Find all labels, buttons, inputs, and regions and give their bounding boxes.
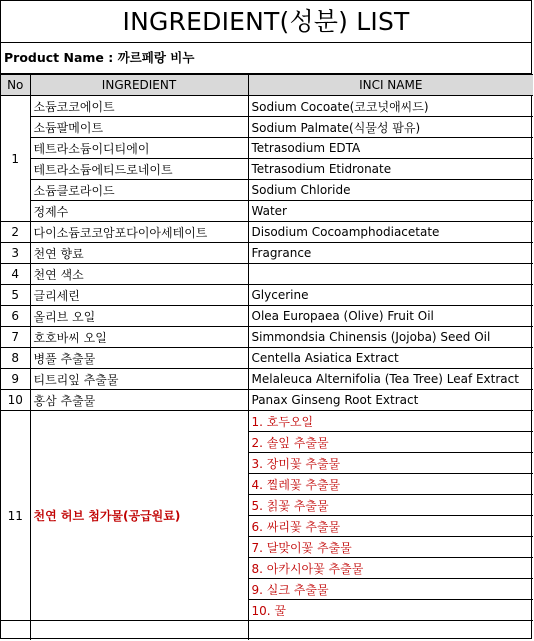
ingredient-cell: 호호바씨 오일 (30, 327, 248, 348)
header-ingredient: INGREDIENT (30, 75, 248, 96)
inci-cell (248, 264, 533, 285)
table-row (1, 117, 533, 138)
empty-cell (1, 621, 30, 641)
herb-item: 4. 찔레꽃 추출물 (248, 474, 533, 495)
herb-item: 8. 아카시아꽃 추출물 (248, 558, 533, 579)
table-row (1, 180, 533, 201)
table-row (1, 264, 533, 285)
inci-cell: Centella Asiatica Extract (248, 348, 533, 369)
product-name: Product Name : 까르페랑 비누 (1, 43, 531, 74)
row-number: 7 (1, 327, 30, 348)
ingredient-cell: 티트리잎 추출물 (30, 369, 248, 390)
inci-cell: Simmondsia Chinensis (Jojoba) Seed Oil (248, 327, 533, 348)
empty-cell (248, 621, 533, 641)
row-number: 4 (1, 264, 30, 285)
empty-cell (30, 621, 248, 641)
header-inci: INCI NAME (248, 75, 533, 96)
ingredient-cell: 다이소듐코코암포다이아세테이트 (30, 222, 248, 243)
ingredient-cell: 글리세린 (30, 285, 248, 306)
table-row (1, 222, 533, 243)
row-number: 8 (1, 348, 30, 369)
inci-cell: Tetrasodium Etidronate (248, 159, 533, 180)
row-number: 2 (1, 222, 30, 243)
herb-item: 2. 솔잎 추출물 (248, 432, 533, 453)
ingredient-cell: 홍삼 추출물 (30, 390, 248, 411)
herb-item: 7. 달맞이꽃 추출물 (248, 537, 533, 558)
inci-cell: Melaleuca Alternifolia (Tea Tree) Leaf Extract (248, 369, 533, 390)
table-row (1, 327, 533, 348)
table-header-row (1, 75, 533, 96)
table-row (1, 138, 533, 159)
herb-item: 9. 실크 추출물 (248, 579, 533, 600)
row-number: 1 (1, 96, 30, 222)
row-number: 5 (1, 285, 30, 306)
table-row (1, 369, 533, 390)
ingredient-cell: 천연 색소 (30, 264, 248, 285)
inci-cell: Olea Europaea (Olive) Fruit Oil (248, 306, 533, 327)
table-row (1, 306, 533, 327)
inci-cell: Sodium Cocoate(코코넛애씨드) (248, 96, 533, 117)
row-number: 6 (1, 306, 30, 327)
herb-item: 10. 꿀 (248, 600, 533, 621)
inci-cell: Water (248, 201, 533, 222)
header-no: No (1, 75, 30, 96)
inci-cell: Tetrasodium EDTA (248, 138, 533, 159)
herb-item: 6. 싸리꽃 추출물 (248, 516, 533, 537)
row-number: 11 (1, 411, 30, 621)
row-number: 9 (1, 369, 30, 390)
ingredient-table (1, 74, 533, 640)
herb-additive-group: 천연 허브 첨가물(공급원료) (30, 411, 248, 621)
table-row (1, 201, 533, 222)
table-row (1, 96, 533, 117)
ingredient-cell: 소듐클로라이드 (30, 180, 248, 201)
ingredient-cell: 올리브 오일 (30, 306, 248, 327)
inci-cell: Glycerine (248, 285, 533, 306)
herb-item: 1. 호두오일 (248, 411, 533, 432)
inci-cell: Sodium Palmate(식물성 팜유) (248, 117, 533, 138)
table-row (1, 348, 533, 369)
row-number: 3 (1, 243, 30, 264)
ingredient-cell: 테트라소듐이디티에이 (30, 138, 248, 159)
table-row (1, 390, 533, 411)
table-row (1, 285, 533, 306)
inci-cell: Panax Ginseng Root Extract (248, 390, 533, 411)
page-title: INGREDIENT(성분) LIST (1, 1, 531, 43)
herb-item: 3. 장미꽃 추출물 (248, 453, 533, 474)
table-row (1, 159, 533, 180)
ingredient-cell: 병풀 추출물 (30, 348, 248, 369)
row-number: 10 (1, 390, 30, 411)
ingredient-cell: 정제수 (30, 201, 248, 222)
empty-row (1, 621, 533, 641)
inci-cell: Sodium Chloride (248, 180, 533, 201)
ingredient-cell: 소듐코코에이트 (30, 96, 248, 117)
inci-cell: Fragrance (248, 243, 533, 264)
table-row (1, 243, 533, 264)
ingredient-cell: 천연 향료 (30, 243, 248, 264)
ingredient-cell: 테트라소듐에티드로네이트 (30, 159, 248, 180)
inci-cell: Disodium Cocoamphodiacetate (248, 222, 533, 243)
herb-item: 5. 칡꽃 추출물 (248, 495, 533, 516)
ingredient-cell: 소듐팔메이트 (30, 117, 248, 138)
table-row (1, 411, 533, 432)
